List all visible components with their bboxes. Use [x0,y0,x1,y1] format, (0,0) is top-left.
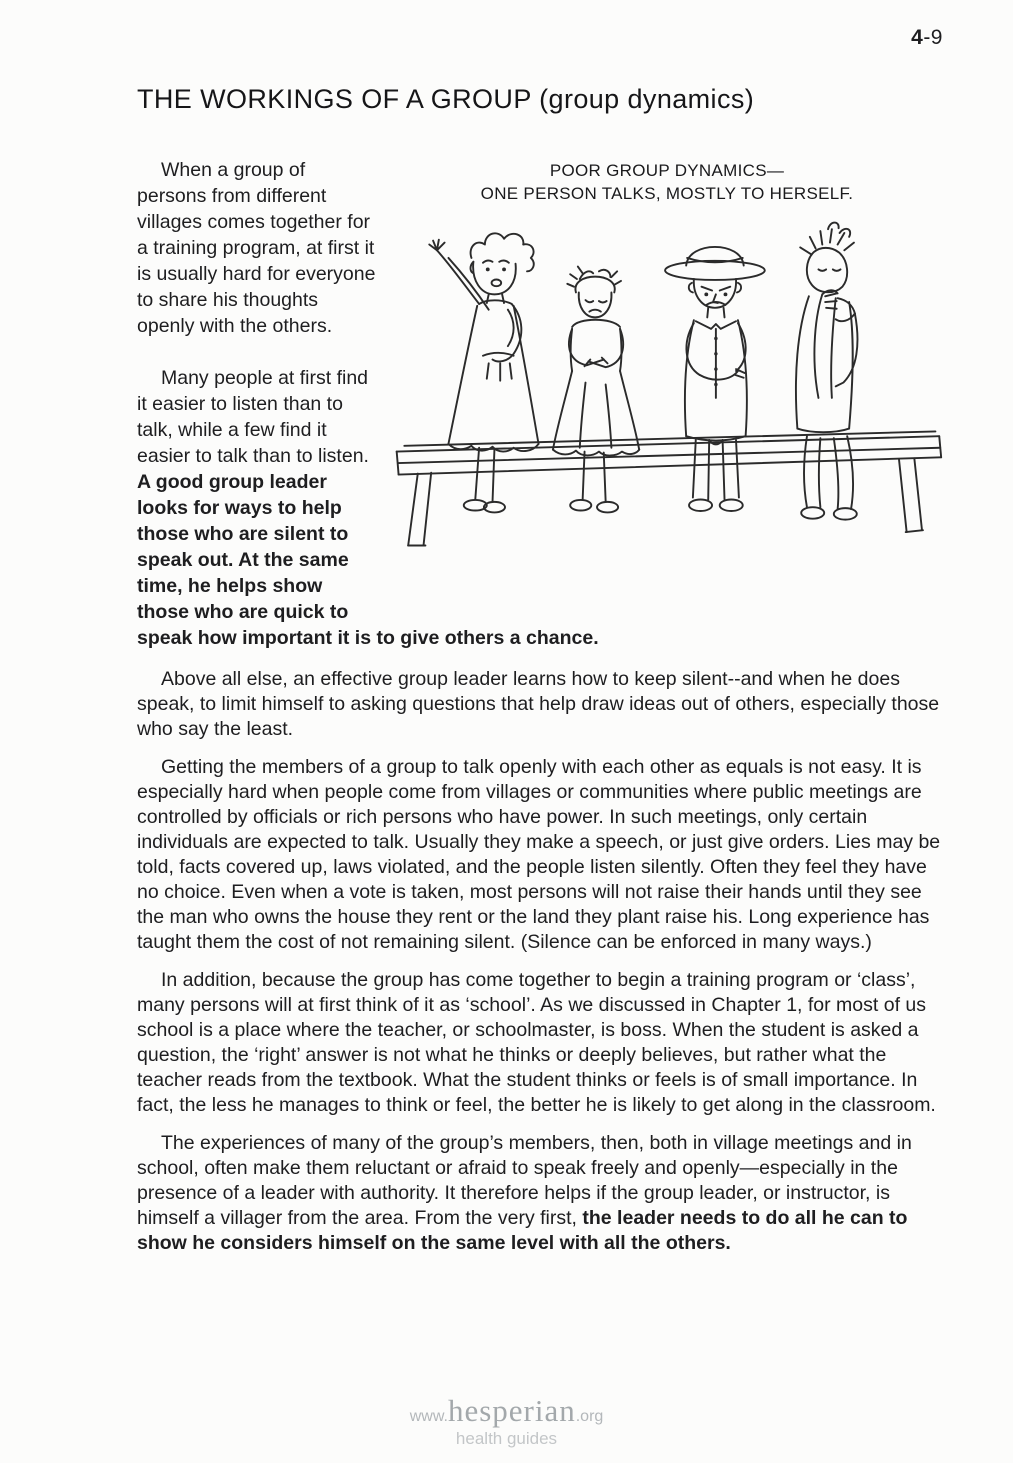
paragraph-intro-1: When a group of persons from different villages comes together for a training program, at first it is usually hard for everyone to share his thoughts openly with the others. [137,159,376,337]
bored-young-man-figure [796,223,858,520]
paragraph-in-addition: In addition, because the group has come together to begin a training program or ‘class’, many persons will at first think of it as ‘school’. As we discussed in Chapter 1, for most of us school is a place where the teacher, or schoolmaster, is boss. When the student is asked a question, the ‘right’ answer is not what he thinks or deeply believes, but rather what the teacher reads from the textbook. What the student thinks or feels is of small importance. In fact, the less he manages to think or feel, the better he is likely to get along in the classroom. [137,969,936,1116]
page-title: THE WORKINGS OF A GROUP (group dynamics) [137,84,755,114]
intro-section [137,157,945,651]
watermark [0,1393,1013,1449]
page-number [911,26,943,50]
man-with-hat-figure [665,247,765,511]
group-on-bench-illustration [389,210,945,593]
watermark-brand: hesperian [447,1393,576,1428]
experiences-normal-text: The experiences of many of the group’s members, then, both in village meetings and in school, often make them reluctant or afraid to speak freely and openly—especially in the presence of a leader with authority. It therefore helps if the group leader, or instructor, is himself a villager from the area. From the very first, [137,1132,912,1229]
watermark-www: www. [409,1408,448,1425]
paragraph-above-all-else: Above all else, an effective group leader learns how to keep silent--and when he does speak, to limit himself to asking questions that help draw ideas out of others, especially those who say the least. [137,668,940,740]
body-section [137,667,945,1256]
woman-arms-crossed-figure [553,267,639,513]
page-number-rest: -9 [923,26,943,49]
caption-line-1: POOR GROUP DYNAMICS— [549,161,785,180]
intro-2-bold-text: A good group leader looks for ways to help those who are silent to speak out. At the same time, he helps show those who are quick to speak how important it is to give others a chance. [137,471,599,649]
watermark-tagline: health guides [455,1429,558,1448]
watermark-org: .org [575,1408,604,1425]
intro-2-normal-text: Many people at first find it easier to listen than to talk, while a few find it easier to talk than to listen. [137,367,369,467]
illustration-caption [389,159,945,205]
caption-line-2: ONE PERSON TALKS, MOSTLY TO HERSELF. [480,184,854,203]
page-number-chapter: 4 [911,26,924,49]
paragraph-getting-members: Getting the members of a group to talk openly with each other as equals is not easy. It is especially hard when people come from villages or communities where public meetings are controlled by officials or rich persons who have power. In such meetings, only certain individuals are expected to talk. Usually they make a speech, or just give orders. Lies may be told, facts covered up, laws violated, and the people listen silently. Often they feel they have no choice. Even when a vote is taken, most persons will not raise their hands until they see the man who owns the house they rent or the land they plant raise his. Long experience has taught them the cost of not remaining silent. (Silence can be enforced in many ways.) [137,756,941,953]
illustration-figure [389,159,945,593]
experiences-bold-text: the leader needs to do all he can to show he considers himself on the same level with all the others. [137,1207,908,1254]
watermark-url [0,1393,1013,1432]
paragraph-experiences [137,1131,945,1256]
